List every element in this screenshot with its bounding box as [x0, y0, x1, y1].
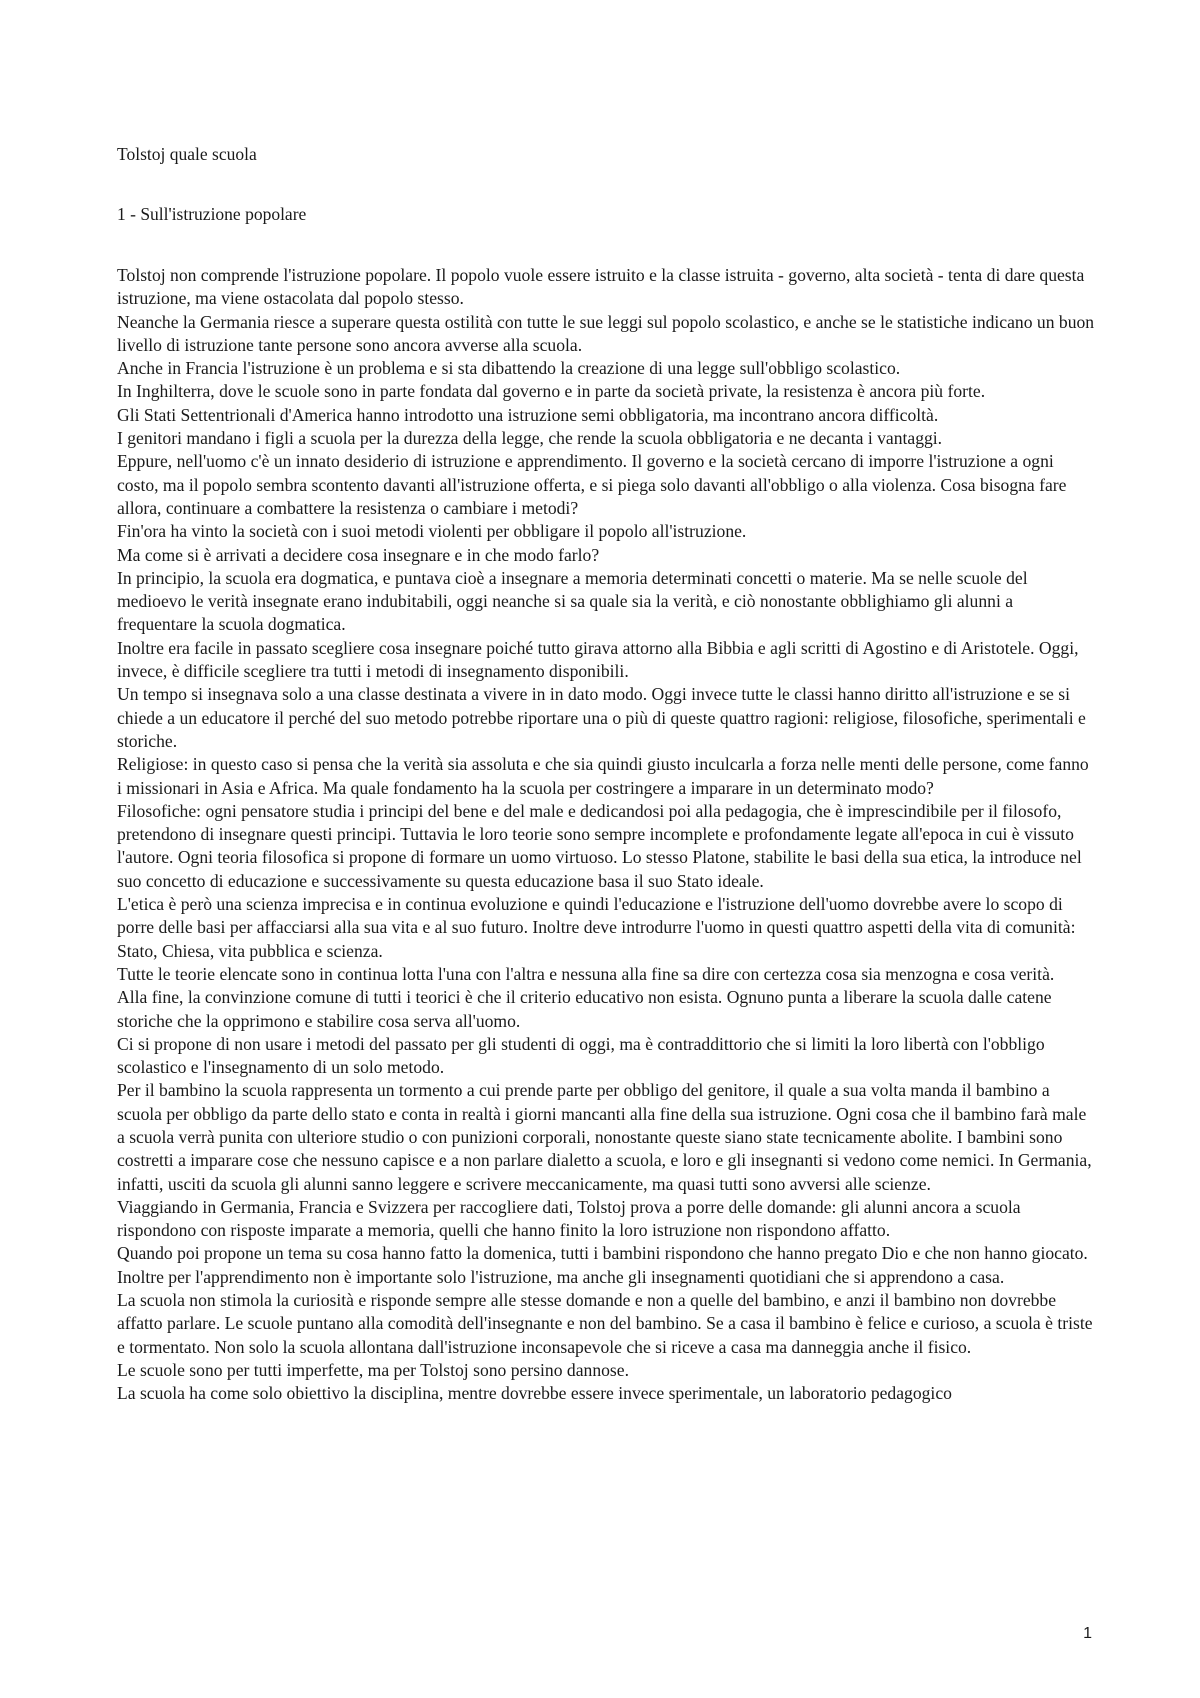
paragraph: Fin'ora ha vinto la società con i suoi metodi violenti per obbligare il popolo all'istruzione.	[117, 521, 747, 542]
paragraph: Tutte le teorie elencate sono in continua lotta l'una con l'altra e nessuna alla fine sa dire con certezza cosa sia menzogna e cosa verità.	[117, 963, 1055, 984]
paragraph: La scuola ha come solo obiettivo la disciplina, mentre dovrebbe essere invece sperimentale, un laboratorio pedagogico	[117, 1383, 952, 1404]
paragraph: Neanche la Germania riesce a superare questa ostilità con tutte le sue leggi sul popolo scolastico, e anche se le statistiche indicano un buon livello di istruzione tante persone sono ancora avverse alla scuola.	[117, 311, 1095, 355]
paragraph: In Inghilterra, dove le scuole sono in parte fondata dal governo e in parte da società private, la resistenza è ancora più forte.	[117, 381, 986, 402]
paragraph: I genitori mandano i figli a scuola per la durezza della legge, che rende la scuola obbligatoria e ne decanta i vantaggi.	[117, 428, 943, 449]
document-title: Tolstoj quale scuola	[117, 144, 257, 164]
paragraph: Religiose: in questo caso si pensa che la verità sia assoluta e che sia quindi giusto inculcarla a forza nelle menti delle persone, come fanno i missionari in Asia e Africa. Ma quale fondamento ha la scuola per costringere a imparare in un determinato modo?	[117, 754, 1089, 798]
paragraph: L'etica è però una scienza imprecisa e in continua evoluzione e quindi l'educazione e l'istruzione dell'uomo dovrebbe avere lo scopo di porre delle basi per affacciarsi alla sua vita e al suo futuro. Inoltre deve introdurre l'uomo in questi quattro aspetti della vita di comunità: Stato, Chiesa, vita pubblica e scienza.	[117, 894, 1076, 961]
paragraph: La scuola non stimola la curiosità e risponde sempre alle stesse domande e non a quelle del bambino, e anzi il bambino non dovrebbe affatto parlare. Le scuole puntano alla comodità dell'insegnante e non del bambino. Se a casa il bambino è felice e curioso, a scuola è triste e tormentato. Non solo la scuola allontana dall'istruzione inconsapevole che si riceve a casa ma danneggia anche il fisico.	[117, 1290, 1093, 1357]
paragraph: Eppure, nell'uomo c'è un innato desiderio di istruzione e apprendimento. Il governo e la società cercano di imporre l'istruzione a ogni costo, ma il popolo sembra scontento davanti all'istruzione offerta, e si piega solo davanti all'obbligo o alla violenza. Cosa bisogna fare allora, continuare a combattere la resistenza o cambiare i metodi?	[117, 451, 1067, 518]
body-text	[117, 264, 1097, 1406]
page-number: 1	[1083, 1625, 1092, 1642]
paragraph: Un tempo si insegnava solo a una classe destinata a vivere in in dato modo. Oggi invece tutte le classi hanno diritto all'istruzione e se si chiede a un educatore il perché del suo metodo potrebbe riportare una o più di queste quattro ragioni: religiose, filosofiche, sperimentali e storiche.	[117, 684, 1086, 751]
paragraph: Ci si propone di non usare i metodi del passato per gli studenti di oggi, ma è contraddittorio che si limiti la loro libertà con l'obbligo scolastico e l'insegnamento di un solo metodo.	[117, 1033, 1045, 1078]
paragraph: Alla fine, la convinzione comune di tutti i teorici è che il criterio educativo non esista. Ognuno punta a liberare la scuola dalle catene storiche che la opprimono e stabilire cosa serva all'uomo.	[117, 987, 1052, 1031]
paragraph: Quando poi propone un tema su cosa hanno fatto la domenica, tutti i bambini rispondono che hanno pregato Dio e che non hanno giocato.	[117, 1243, 1088, 1264]
paragraph: In principio, la scuola era dogmatica, e puntava cioè a insegnare a memoria determinati concetti o materie. Ma se nelle scuole del medioevo le verità insegnate erano indubitabili, oggi neanche si sa quale sia la verità, e ciò nonostante obblighiamo gli alunni a frequentare la scuola dogmatica.	[117, 567, 1028, 635]
paragraph: Inoltre per l'apprendimento non è importante solo l'istruzione, ma anche gli insegnamenti quotidiani che si apprendono a casa.	[117, 1266, 1005, 1287]
paragraph: Ma come si è arrivati a decidere cosa insegnare e in che modo farlo?	[117, 544, 600, 565]
paragraph: Tolstoj non comprende l'istruzione popolare. Il popolo vuole essere istruito e la classe istruita - governo, alta società - tenta di dare questa istruzione, ma viene ostacolata dal popolo stesso.	[117, 265, 1085, 309]
paragraph: Le scuole sono per tutti imperfette, ma per Tolstoj sono persino dannose.	[117, 1359, 629, 1380]
section-heading: 1 - Sull'istruzione popolare	[117, 204, 307, 224]
paragraph: Filosofiche: ogni pensatore studia i principi del bene e del male e dedicandosi poi alla pedagogia, che è imprescindibile per il filosofo, pretendono di insegnare questi principi. Tuttavia le loro teorie sono sempre incomplete e profondamente legate all'epoca in cui è vissuto l'autore. Ogni teoria filosofica si propone di formare un uomo virtuoso. Lo stesso Platone, stabilite le basi della sua etica, la introduce nel suo concetto di educazione e successivamente su questa educazione basa il suo Stato ideale.	[117, 800, 1082, 891]
paragraph: Inoltre era facile in passato scegliere cosa insegnare poiché tutto girava attorno alla Bibbia e agli scritti di Agostino e di Aristotele. Oggi, invece, è difficile scegliere tra tutti i metodi di insegnamento disponibili.	[117, 637, 1079, 682]
paragraph: Viaggiando in Germania, Francia e Svizzera per raccogliere dati, Tolstoj prova a porre delle domande: gli alunni ancora a scuola rispondono con risposte imparate a memoria, quelli che hanno finito la loro istruzione non rispondono affatto.	[117, 1196, 1021, 1241]
paragraph: Anche in Francia l'istruzione è un problema e si sta dibattendo la creazione di una legge sull'obbligo scolastico.	[117, 358, 901, 379]
paragraph: Gli Stati Settentrionali d'America hanno introdotto una istruzione semi obbligatoria, ma incontrano ancora difficoltà.	[117, 404, 939, 425]
paragraph: Per il bambino la scuola rappresenta un tormento a cui prende parte per obbligo del genitore, il quale a sua volta manda il bambino a scuola per obbligo da parte dello stato e conta in realtà i giorni mancanti alla fine della sua istruzione. Ogni cosa che il bambino farà male a scuola verrà punita con ulteriore studio o con punizioni corporali, nonostante queste siano state tecnicamente abolite. I bambini sono costretti a imparare cose che nessuno capisce e a non parlare dialetto a scuola, e loro e gli insegnanti si vedono come nemici. In Germania, infatti, usciti da scuola gli alunni sanno leggere e scrivere meccanicamente, ma quasi tutti sono avversi alle scienze.	[117, 1080, 1092, 1194]
